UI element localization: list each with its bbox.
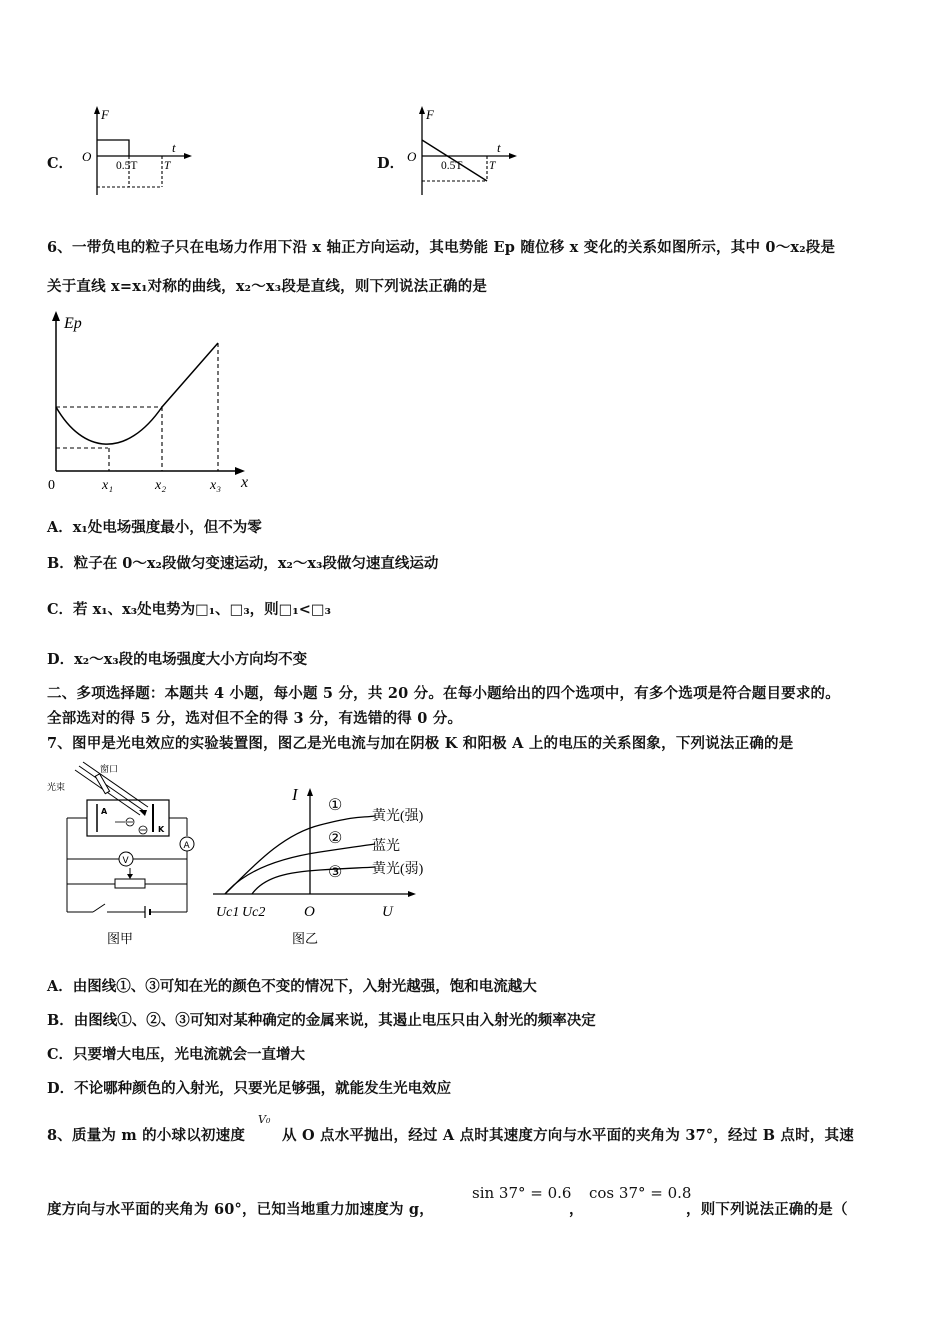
ammeter-label: A (183, 841, 190, 851)
current-axis-label: I (292, 785, 298, 804)
q7-stem: 7、图甲是光电效应的实验装置图，图乙是光电流与加在阴极 K 和阳极 A 上的电压的关系图象，下列说法正确的是 (47, 735, 794, 752)
tick-x3: x₃ (210, 478, 222, 493)
curve3-label: 黄光(弱) (372, 862, 424, 877)
graph-origin: 0 (48, 478, 55, 493)
q6-option-d: D．x₂～x₃段的电场强度大小方向均不变 (47, 651, 308, 668)
iu-origin: O (304, 904, 315, 920)
figure-yi-caption: 图乙 (292, 931, 319, 946)
uc2-label: Uc2 (242, 905, 266, 920)
q8-stem-line2a: 度方向与水平面的夹角为 60°，已知当地重力加速度为 g， (47, 1201, 434, 1218)
window-label: 窗口 (100, 764, 119, 774)
tick-half-label: 0.5T (116, 160, 138, 172)
q8-stem-part1: 8、质量为 m 的小球以初速度 (47, 1127, 246, 1144)
curve1-number: ① (328, 797, 343, 814)
q8-sin-formula: sin 37° = 0.6 (472, 1184, 572, 1202)
curve1-label: 黄光(强) (372, 809, 424, 824)
curve2-label: 蓝光 (372, 839, 400, 854)
figure-jia-caption: 图甲 (107, 931, 134, 946)
tick-x1: x₁ (102, 478, 114, 493)
ep-axis-label: Ep (64, 315, 82, 332)
q7-option-c: C．只要增大电压，光电流就会一直增大 (47, 1046, 306, 1063)
q7-option-a: A．由图线①、③可知在光的颜色不变的情况下，入射光越强，饱和电流越大 (47, 978, 537, 995)
q5-option-d-label: D． (377, 155, 405, 172)
q7-figure-iu-curves (210, 780, 450, 950)
q5-option-d-graph (405, 103, 520, 198)
origin-label: O (82, 149, 92, 164)
tick-t-label: T (164, 160, 171, 172)
section2-heading-line2: 全部选对的得 5 分，选对但不全的得 3 分，有选错的得 0 分。 (47, 710, 463, 727)
q5-option-c-graph (80, 103, 195, 198)
q6-option-c: C．若 x₁、x₃处电势为□₁、□₃，则□₁<□₃ (47, 601, 331, 618)
voltage-axis-label: U (382, 904, 393, 920)
q6-stem-line2: 关于直线 x=x₁对称的曲线，x₂～x₃段是直线，则下列说法正确的是 (47, 278, 488, 295)
x-axis-label: x (241, 474, 249, 491)
origin-label: O (407, 149, 417, 164)
section2-heading-line1: 二、多项选择题：本题共 4 小题，每小题 5 分，共 20 分。在每小题给出的四个选项中，有多个选项是符合题目要求的。 (47, 685, 840, 702)
q7-figure-apparatus (45, 760, 205, 950)
tick-x2: x₂ (155, 478, 167, 493)
q8-v0: V₀ (258, 1113, 271, 1126)
q7-option-b: B．由图线①、②、③可知对某种确定的金属来说，其遏止电压只由入射光的频率决定 (47, 1012, 596, 1029)
q6-stem-line1: 6、一带负电的粒子只在电场力作用下沿 x 轴正方向运动，其电势能 Ep 随位移 x 变化的关系如图所示，其中 0～x₂段是 (47, 239, 836, 256)
tick-half-label: 0.5T (441, 160, 463, 172)
q6-option-b: B．粒子在 0～x₂段做匀变速运动，x₂～x₃段做匀速直线运动 (47, 555, 439, 572)
axis-t-label: t (172, 140, 176, 155)
curve3-number: ③ (328, 864, 343, 881)
anode-label: A (101, 807, 108, 816)
uc1-label: Uc1 (216, 905, 240, 920)
axis-t-label: t (497, 140, 501, 155)
q8-cos-formula: cos 37° = 0.8 (589, 1184, 692, 1202)
q5-option-c-label: C． (47, 155, 74, 172)
cathode-label: K (158, 825, 165, 834)
q8-comma: ， (569, 1201, 584, 1218)
axis-f-label: F (101, 107, 109, 122)
q8-stem-line2b: ，则下列说法正确的是（ (686, 1201, 848, 1218)
q7-option-d: D．不论哪种颜色的入射光，只要光足够强，就能发生光电效应 (47, 1080, 452, 1097)
q8-stem-part2: 从 O 点水平抛出，经过 A 点时其速度方向与水平面的夹角为 37°，经过 B 点时，其速 (282, 1127, 854, 1144)
tick-t-label: T (489, 160, 496, 172)
q6-option-a: A．x₁处电场强度最小，但不为零 (47, 519, 262, 536)
axis-f-label: F (426, 107, 434, 122)
beam-label: 光束 (47, 782, 66, 792)
q6-ep-graph (38, 306, 263, 494)
voltmeter-label: V (122, 856, 129, 866)
curve2-number: ② (328, 830, 343, 847)
